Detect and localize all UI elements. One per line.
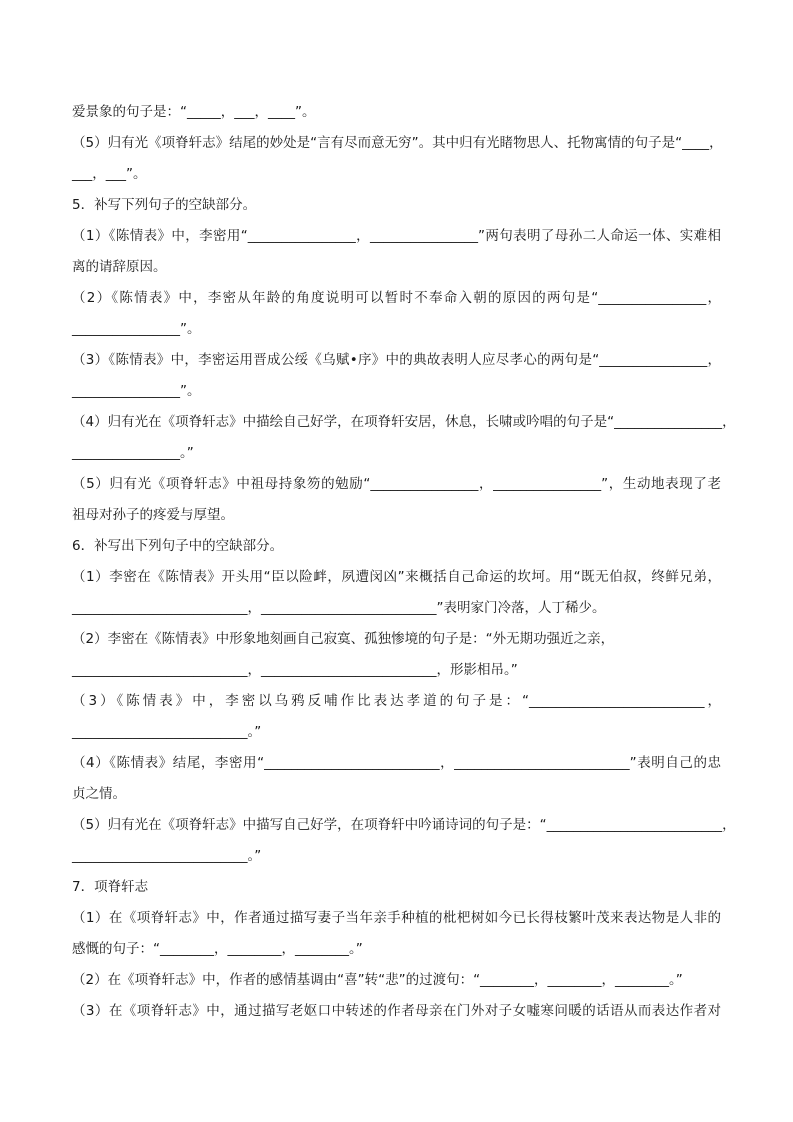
text-line: 离的请辞原因。 (72, 259, 167, 275)
text-line: __________________________。” (72, 848, 262, 864)
text-line: 祖母对孙子的疼爱与厚望。 (72, 507, 234, 523)
text-line: __________________________，__________________________，形影相吊。” (72, 662, 518, 678)
text-line: （5）归有光《项脊轩志》中祖母持象笏的勉励“________________，________________”，生动地表现了老 (72, 476, 721, 492)
text-line: （3）《陈情表》中，李密运用晋成公绥《乌赋•序》中的典故表明人应尽孝心的两句是“________________， (72, 352, 721, 368)
text-line: （5）归有光《项脊轩志》结尾的妙处是“言有尽而意无穷”。其中归有光睹物思人、托物寓情的句子是“____， (72, 135, 723, 151)
text-line: 爱景象的句子是：“_____，___，____”。 (72, 104, 316, 120)
text-line: __________________________。” (72, 724, 262, 740)
text-line: （1）在《项脊轩志》中，作者通过描写妻子当年亲手种植的枇杷树如今已长得枝繁叶茂来表达物是人非的 (72, 910, 721, 926)
question-heading: 7．项脊轩志 (72, 879, 149, 895)
text-line: （4）归有光在《项脊轩志》中描绘自己好学，在项脊轩安居，休息，长啸或吟唱的句子是“________________， (72, 414, 736, 430)
text-line: （3）《陈情表》中，李密以乌鸦反哺作比表达孝道的句子是：“__________________________， (72, 693, 721, 709)
text-line: 感慨的句子：“________，________，________。” (72, 941, 363, 957)
text-line: （4）《陈情表》结尾，李密用“__________________________，__________________________”表明自己的忠 (72, 755, 721, 771)
question-heading: 5．补写下列句子的空缺部分。 (72, 197, 257, 213)
text-line: ___，___”。 (72, 166, 147, 182)
text-line: （5）归有光在《项脊轩志》中描写自己好学，在项脊轩中吟诵诗词的句子是：“__________________________， (72, 817, 736, 833)
text-line: （2）李密在《陈情表》中形象地刻画自己寂寞、孤独惨境的句子是：“外无期功强近之亲， (72, 631, 615, 647)
text-line: （3）在《项脊轩志》中，通过描写老妪口中转述的作者母亲在门外对子女嘘寒问暖的话语从而表达作者对 (72, 1003, 721, 1019)
text-line: ________________”。 (72, 321, 201, 337)
text-line: 贞之情。 (72, 786, 126, 802)
text-line: （1）《陈情表》中，李密用“________________，________________”两句表明了母孙二人命运一体、实难相 (72, 228, 721, 244)
text-line: （1）李密在《陈情表》开头用“臣以险衅，夙遭闵凶”来概括自己命运的坎坷。用“既无伯叔，终鲜兄弟， (72, 569, 721, 585)
text-line: ________________”。 (72, 383, 201, 399)
text-line: （2）《陈情表》中，李密从年龄的角度说明可以暂时不奉命入朝的原因的两句是“________________， (72, 290, 721, 306)
text-line: __________________________，__________________________”表明家门冷落，人丁稀少。 (72, 600, 606, 616)
text-line: （2）在《项脊轩志》中，作者的感情基调由“喜”转“悲”的过渡句：“________，________，________。” (72, 972, 683, 988)
text-line: ________________。” (72, 445, 194, 461)
question-heading: 6．补写出下列句子中的空缺部分。 (72, 538, 284, 554)
